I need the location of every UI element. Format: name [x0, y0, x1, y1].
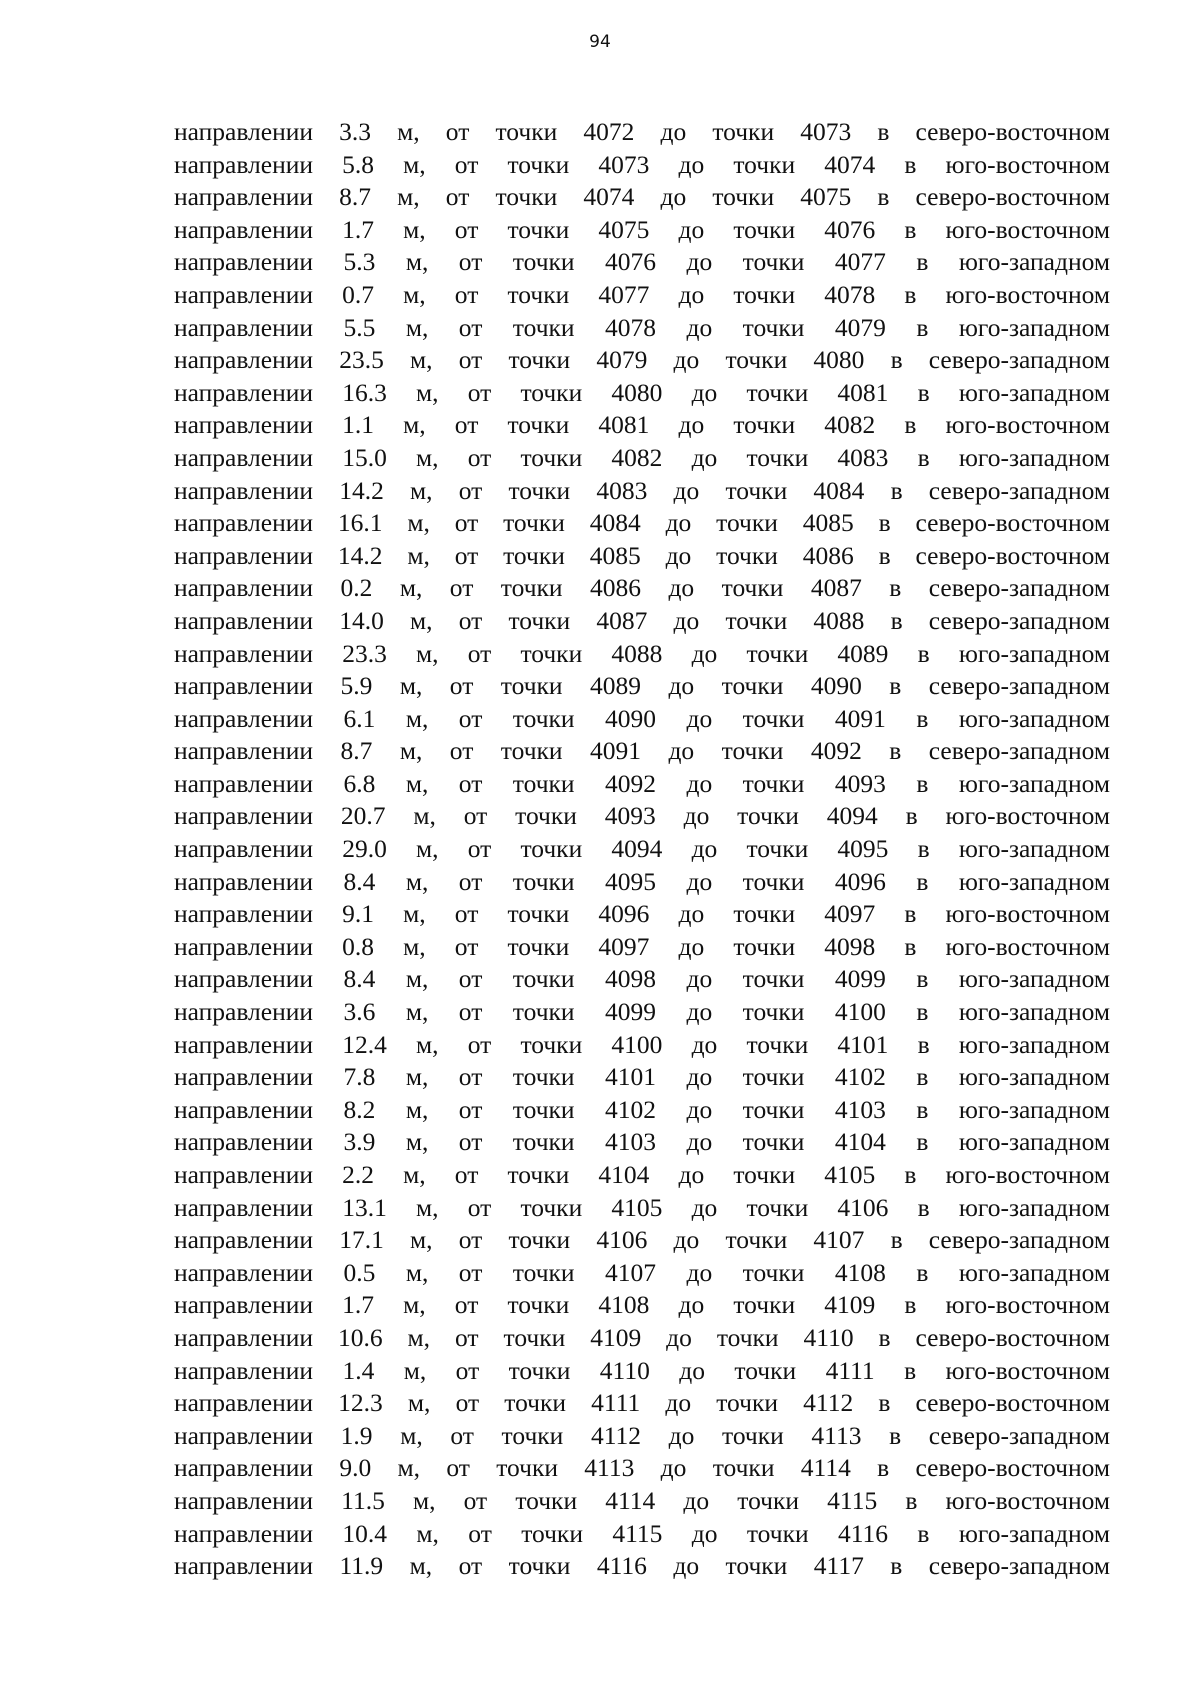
text-line: направлении 11.9 м, от точки 4116 до точки 4117 в северо-западном: [174, 1551, 1110, 1581]
text-line: направлении 5.9 м, от точки 4089 до точки 4090 в северо-западном: [174, 671, 1110, 701]
text-line: направлении 6.8 м, от точки 4092 до точки 4093 в юго-западном: [174, 768, 1110, 798]
text-line: направлении 3.3 м, от точки 4072 до точки 4073 в северо-восточном: [174, 117, 1110, 146]
text-line: направлении 23.5 м, от точки 4079 до точки 4080 в северо-западном: [174, 345, 1110, 375]
text-line: направлении 9.0 м, от точки 4113 до точки 4114 в северо-восточном: [174, 1453, 1110, 1483]
text-line: направлении 8.4 м, от точки 4095 до точки 4096 в юго-западном: [174, 866, 1110, 896]
text-line: направлении 1.7 м, от точки 4075 до точки 4076 в юго-восточном: [174, 214, 1110, 244]
text-line: направлении 5.5 м, от точки 4078 до точки 4079 в юго-западном: [174, 312, 1110, 342]
text-line: направлении 13.1 м, от точки 4105 до точки 4106 в юго-западном: [174, 1192, 1110, 1222]
text-line: направлении 11.5 м, от точки 4114 до точки 4115 в юго-восточном: [174, 1485, 1110, 1515]
text-line: направлении 3.9 м, от точки 4103 до точки 4104 в юго-западном: [174, 1127, 1110, 1157]
text-line: направлении 29.0 м, от точки 4094 до точки 4095 в юго-западном: [174, 834, 1110, 864]
text-line: направлении 17.1 м, от точки 4106 до точки 4107 в северо-западном: [174, 1225, 1110, 1255]
text-line: направлении 7.8 м, от точки 4101 до точки 4102 в юго-западном: [174, 1062, 1110, 1092]
text-line: направлении 6.1 м, от точки 4090 до точки 4091 в юго-западном: [174, 703, 1110, 733]
text-line: направлении 5.3 м, от точки 4076 до точки 4077 в юго-западном: [174, 247, 1110, 277]
text-line: направлении 16.3 м, от точки 4080 до точки 4081 в юго-западном: [174, 377, 1110, 407]
text-line: направлении 14.0 м, от точки 4087 до точки 4088 в северо-западном: [174, 605, 1110, 635]
text-line: направлении 1.9 м, от точки 4112 до точки 4113 в северо-западном: [174, 1420, 1110, 1450]
text-line: направлении 8.7 м, от точки 4091 до точки 4092 в северо-западном: [174, 736, 1110, 766]
text-line: направлении 1.7 м, от точки 4108 до точки 4109 в юго-восточном: [174, 1290, 1110, 1320]
text-line: направлении 8.2 м, от точки 4102 до точки 4103 в юго-западном: [174, 1094, 1110, 1124]
text-line: направлении 20.7 м, от точки 4093 до точки 4094 в юго-восточном: [174, 801, 1110, 831]
text-line: направлении 12.4 м, от точки 4100 до точки 4101 в юго-западном: [174, 1029, 1110, 1059]
text-line: направлении 8.7 м, от точки 4074 до точки 4075 в северо-восточном: [174, 182, 1110, 212]
text-line: направлении 10.6 м, от точки 4109 до точки 4110 в северо-восточном: [174, 1322, 1110, 1352]
text-line: направлении 14.2 м, от точки 4085 до точки 4086 в северо-восточном: [174, 540, 1110, 570]
text-line: направлении 1.1 м, от точки 4081 до точки 4082 в юго-восточном: [174, 410, 1110, 440]
body-text: [174, 116, 1110, 1583]
text-line: направлении 5.8 м, от точки 4073 до точки 4074 в юго-восточном: [174, 149, 1110, 179]
page-number: 94: [589, 32, 611, 52]
text-line: направлении 3.6 м, от точки 4099 до точки 4100 в юго-западном: [174, 997, 1110, 1027]
text-line: направлении 1.4 м, от точки 4110 до точки 4111 в юго-восточном: [174, 1355, 1110, 1385]
text-line: направлении 0.8 м, от точки 4097 до точки 4098 в юго-восточном: [174, 931, 1110, 961]
text-line: направлении 15.0 м, от точки 4082 до точки 4083 в юго-западном: [174, 442, 1110, 472]
text-line: направлении 0.5 м, от точки 4107 до точки 4108 в юго-западном: [174, 1257, 1110, 1287]
text-line: направлении 8.4 м, от точки 4098 до точки 4099 в юго-западном: [174, 964, 1110, 994]
text-line: направлении 9.1 м, от точки 4096 до точки 4097 в юго-восточном: [174, 899, 1110, 929]
text-line: направлении 14.2 м, от точки 4083 до точки 4084 в северо-западном: [174, 475, 1110, 505]
text-line: направлении 23.3 м, от точки 4088 до точки 4089 в юго-западном: [174, 638, 1110, 668]
text-line: направлении 2.2 м, от точки 4104 до точки 4105 в юго-восточном: [174, 1160, 1110, 1189]
text-line: направлении 0.2 м, от точки 4086 до точки 4087 в северо-западном: [174, 573, 1110, 603]
text-line: направлении 0.7 м, от точки 4077 до точки 4078 в юго-восточном: [174, 279, 1110, 309]
text-line: направлении 16.1 м, от точки 4084 до точки 4085 в северо-восточном: [174, 508, 1110, 538]
text-line: направлении 10.4 м, от точки 4115 до точки 4116 в юго-западном: [174, 1518, 1110, 1548]
text-line: направлении 12.3 м, от точки 4111 до точки 4112 в северо-восточном: [174, 1388, 1110, 1418]
